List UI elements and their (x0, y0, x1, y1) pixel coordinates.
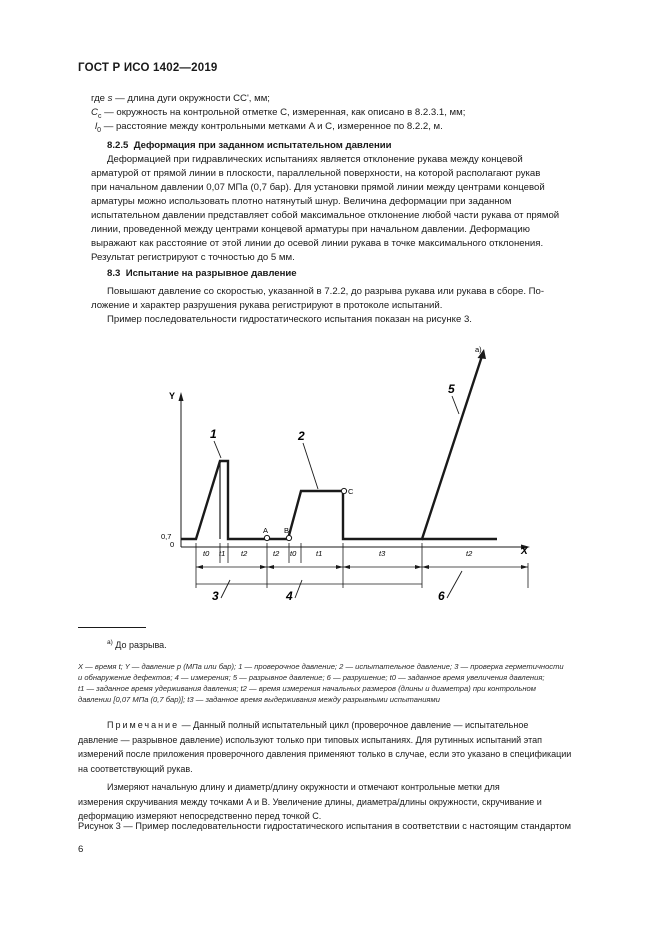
point-c-marker (341, 488, 346, 493)
label-t1-a: t1 (219, 549, 226, 558)
callout-5: 5 (448, 382, 455, 396)
callout-1: 1 (210, 427, 217, 441)
pressure-curve (181, 356, 482, 539)
label-t2-c: t2 (466, 549, 473, 558)
callout-3: 3 (212, 589, 219, 603)
pressure-label-0: 0 (170, 540, 175, 549)
hydrostatic-test-diagram (150, 335, 540, 610)
definition-l0: $l_0$ — расстояние между контрольными метками A и C, измеренное по 8.2.2, м. (95, 121, 443, 134)
footnote: $^{a)}$ До разрыва. (107, 639, 167, 650)
label-t1-b: t1 (316, 549, 323, 558)
point-c-label: C (348, 487, 354, 496)
point-a-marker (264, 535, 269, 540)
section-83-heading: 8.3 Испытание на разрывное давление (107, 268, 297, 279)
point-b-marker (286, 535, 291, 540)
label-t2-a: t2 (241, 549, 248, 558)
note-label: Примечание (107, 720, 180, 730)
point-b-label: B (284, 526, 290, 535)
label-t0-b: t0 (290, 549, 297, 558)
callout-2: 2 (298, 429, 305, 443)
footnote-marker-a: a) (475, 345, 482, 354)
document-header: ГОСТ Р ИСО 1402—2019 (78, 62, 218, 74)
definition-s: где s — длина дуги окружности CC', мм; (91, 93, 270, 104)
footnote-rule (78, 627, 146, 628)
y-axis-label: Y (169, 391, 176, 401)
section-825-heading: 8.2.5 Деформация при заданном испытательном давлении (107, 140, 392, 151)
figure-legend: X — время t; Y — давление p (МПа или бар); 1 — проверочное давление; 2 — испытательное давление; 3 — проверка герметичности и обнаружение дефектов; 4 — измерения; 5 — разрывное давление; 6 — разрушение; t0 — заданное время увеличения давления; t1 — заданное время удерживания давления; t2 — время измерения начальных размеров (длины и диаметра) при контрольном давлении [0,07 МПа (0,7 бар)]; t3 — заданное время выдерживания между разрывными испытаниями (78, 662, 564, 704)
callout-4: 4 (286, 589, 293, 603)
section-83-body: Повышают давление со скоростью, указанной в 7.2.2, до разрыва рукава или рукава в сборе. По- ложение и характер разрушения рукава регистрируют в протоколе испытаний. Пример последовательности гидростатического испытания показан на рисунке 3. (91, 286, 545, 325)
callout-6: 6 (438, 589, 445, 603)
x-axis-label: X (521, 546, 528, 557)
pressure-label-07: 0,7 (161, 532, 172, 541)
page-number: 6 (78, 844, 84, 855)
section-825-body: Деформацией при гидравлических испытаниях является отклонение рукава между концевой арматурой от прямой линии в плоскости, параллельной поверхности, на которой располагают рукав при начальном давлении 0,07 МПа (0,7 бар). Для установки прямой линии между центрами концевой арматуры можно использовать плотно натянутый шнур. Величина деформации при заданном испытательном давлении представляет собой максимальное отклонение любой части рукава от прямой линии, проведенной между центрами концевой арматуры при начальном давлении. Деформацию выражают как расстояние от этой линии до осевой линии рукава в точке максимального отклонения. Результат регистрируют с точностью до 5 мм. (91, 154, 560, 263)
label-t3: t3 (379, 549, 386, 558)
point-a-label: A (263, 526, 269, 535)
y-axis-arrowhead (179, 392, 184, 401)
bracket-dimension-lines (196, 567, 528, 584)
label-t0-a: t0 (203, 549, 210, 558)
label-t2-b: t2 (273, 549, 280, 558)
figure-caption: Рисунок 3 — Пример последовательности гидростатического испытания в соответствии с настоящим стандартом (78, 821, 571, 831)
definition-cc: $C_c$ — окружность на контрольной отметке C, измеренная, как описано в 8.2.3.1, мм; (91, 107, 466, 120)
note-block: Примечание — Данный полный испытательный цикл (проверочное давление — испытательное давление — разрывное давление) используют только при типовых испытаниях. Для рутинных испытаний этап измерений после приложения проверочного давления применяют только в случае, если это указано в спецификации на соответствующий рукав. Измеряют начальную длину и диаметр/длину окружности и отмечают контрольные метки для измерения скручивания между точками A и B. Увеличение длины, диаметра/длины окружности, скручивание и деформацию измеряют непосредственно перед точкой C. (78, 720, 572, 821)
